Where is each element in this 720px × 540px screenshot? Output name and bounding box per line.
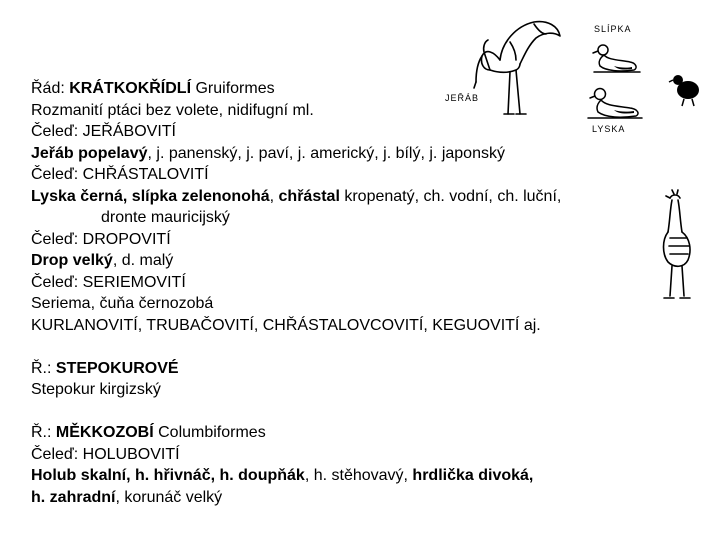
text-segment: , korunáč velký (115, 488, 223, 506)
text-segment: Řád: (31, 80, 70, 97)
text-line (31, 186, 651, 208)
text-body (31, 78, 651, 508)
text-segment: KURLANOVITÍ, TRUBAČOVITÍ, CHŘÁSTALOVCOVITÍ, KEGUOVITÍ aj. (31, 316, 541, 334)
bold-text: h. zahradní (31, 488, 116, 506)
crane-illustration (450, 12, 565, 124)
text-segment: Gruiformes (191, 80, 275, 97)
text-line (31, 315, 651, 337)
text-segment: Rozmanití ptáci bez volete, nidifugní ml. (31, 101, 314, 119)
coot-label: LYSKA (592, 124, 626, 134)
text-line (31, 272, 651, 294)
text-segment: Seriema, čuňa černozobá (31, 295, 214, 312)
bold-text: MĚKKOZOBÍ (55, 424, 154, 441)
text-segment: dronte mauricijský (101, 209, 230, 226)
text-line (31, 250, 651, 272)
bold-text: chřástal (278, 187, 340, 205)
bold-text: Jeřáb popelavý (31, 144, 148, 162)
moorhen-label: SLÍPKA (594, 24, 632, 34)
spacer (31, 336, 651, 358)
text-line (31, 422, 651, 444)
bold-text: hrdlička divoká, (412, 467, 534, 484)
text-segment: Čeleď: HOLUBOVITÍ (31, 445, 180, 463)
text-segment: Čeleď: SERIEMOVITÍ (31, 273, 186, 291)
moorhen-illustration (590, 40, 645, 78)
bold-text: Drop velký (31, 252, 113, 269)
text-segment: , h. stěhovavý, (304, 467, 413, 484)
text-segment: Stepokur kirgizský (31, 381, 161, 398)
text-line (31, 465, 651, 487)
chick-illustration (666, 70, 706, 110)
text-segment: , d. malý (112, 252, 174, 269)
text-segment: Columbiformes (153, 424, 266, 441)
text-segment: , (269, 187, 279, 205)
bold-text: Holub skalní, h. hřivnáč, h. doupňák (31, 467, 305, 484)
spacer (31, 401, 651, 423)
coot-illustration (586, 84, 648, 124)
text-line (31, 487, 651, 509)
text-line (31, 229, 651, 251)
bold-text: KRÁTKOKŘÍDLÍ (69, 80, 192, 97)
text-segment: , j. panenský, j. paví, j. americký, j. bílý, j. japonský (147, 144, 505, 162)
text-segment: kropenatý, ch. vodní, ch. luční, (339, 187, 562, 205)
text-segment: Ř.: (31, 359, 56, 377)
text-segment: Čeleď: CHŘÁSTALOVITÍ (31, 166, 209, 183)
text-line (31, 164, 651, 186)
text-line (31, 207, 651, 229)
bold-text: STEPOKUROVÉ (55, 359, 179, 377)
seriema-illustration (652, 188, 702, 306)
text-segment: Čeleď: DROPOVITÍ (31, 230, 171, 248)
text-line (31, 121, 651, 143)
text-segment: Ř.: (31, 424, 56, 441)
text-line (31, 358, 651, 380)
text-segment: Čeleď: JEŘÁBOVITÍ (31, 123, 176, 140)
text-line (31, 444, 651, 466)
crane-label: JEŘÁB (445, 93, 480, 103)
text-line (31, 293, 651, 315)
text-line (31, 379, 651, 401)
text-line (31, 143, 651, 165)
bold-text: Lyska černá, slípka zelenonohá (31, 187, 270, 205)
